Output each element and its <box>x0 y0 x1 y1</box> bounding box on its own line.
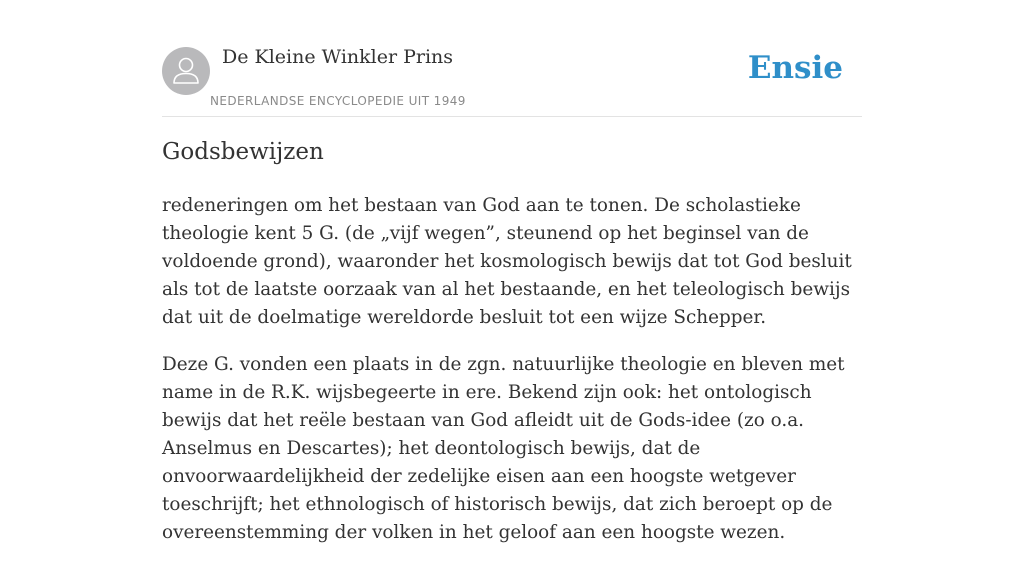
article-body <box>162 192 867 566</box>
article-paragraph: redeneringen om het bestaan van God aan te tonen. De scholastieke theologie kent 5 G. (de „vijf wegen”, steunend op het beginsel van de voldoende grond), waaronder het kosmologisch bewijs dat tot God besluit als tot de laatste oorzaak van al het bestaande, en het teleologisch bewijs dat uit de doelmatige wereldorde besluit tot een wijze Schepper. <box>162 195 852 328</box>
source-subtitle: NEDERLANDSE ENCYCLOPEDIE UIT 1949 <box>210 94 466 108</box>
article-paragraph: Deze G. vonden een plaats in de zgn. natuurlijke theologie en bleven met name in de R.K. wijsbegeerte in ere. Bekend zijn ook: het ontologisch bewijs dat het reële bestaan van God afleidt uit de Gods-idee (zo o.a. Anselmus en Descartes); het deontologisch bewijs, dat de onvoorwaardelijkheid der zedelijke eisen aan een hoogste wetgever toeschrijft; het ethnologisch of historisch bewijs, dat zich beroept op de overeenstemming der volken in het geloof aan een hoogste wezen. <box>162 354 845 543</box>
article-title: Godsbewijzen <box>162 139 324 165</box>
source-title[interactable]: De Kleine Winkler Prins <box>222 46 454 68</box>
brand-logo-link[interactable]: Ensie <box>747 50 843 86</box>
source-header <box>162 44 862 117</box>
user-avatar-icon[interactable] <box>162 47 210 95</box>
